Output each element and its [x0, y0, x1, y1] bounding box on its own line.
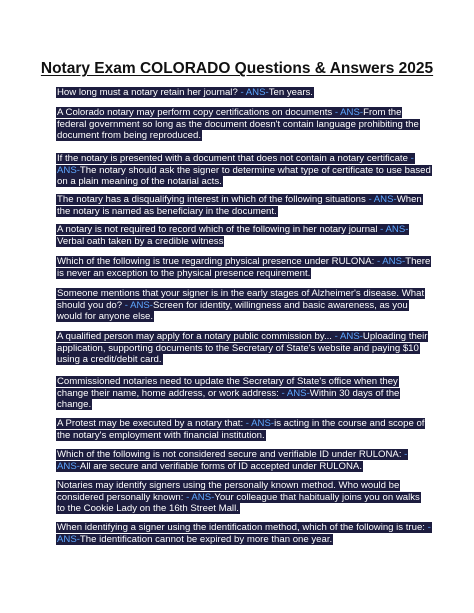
- qa-item: [56, 87, 418, 99]
- highlighted-text: [56, 256, 431, 267]
- ans-marker: - ANS-: [186, 491, 215, 503]
- answer-text: Within 30 days of the: [309, 387, 400, 399]
- qa-line: [56, 449, 418, 461]
- qa-item: [56, 480, 418, 515]
- question-text: Someone mentions that your signer is in the early stages of Alzheimer's disease. What: [57, 288, 425, 299]
- question-text: A qualified person may apply for a notary public commission by...: [57, 331, 335, 342]
- qa-line: [56, 288, 425, 300]
- question-text: the notary is named as beneficiary in the document.: [57, 205, 277, 217]
- question-text: is never an exception to the physical presence requirement.: [57, 267, 311, 279]
- question-text: the notary's employment with financial institution.: [57, 429, 265, 441]
- highlighted-text: [56, 480, 400, 491]
- question-text: federal government so long as the document doesn't contain language prohibiting the: [57, 118, 419, 130]
- ans-marker: ANS-: [57, 164, 80, 176]
- highlighted-text: [56, 311, 154, 322]
- qa-line: [56, 343, 418, 355]
- highlighted-text: [56, 430, 266, 441]
- question-text: document from being reproduced.: [57, 130, 201, 141]
- highlighted-text: [56, 331, 428, 342]
- highlighted-text: [56, 461, 363, 472]
- qa-item: [56, 522, 431, 545]
- question-text: should you do?: [57, 299, 125, 311]
- qa-item: [56, 331, 428, 366]
- highlighted-text: [56, 130, 202, 141]
- answer-text: is acting in the course and scope of: [274, 418, 425, 429]
- qa-line: [56, 376, 418, 388]
- qa-line: [56, 354, 418, 366]
- qa-item: [56, 153, 431, 188]
- question-text: considered personally known:: [57, 491, 187, 503]
- ans-marker: - ANS-: [124, 299, 154, 311]
- question-text: When identifying a signer using the identification method, which of the following is true:: [57, 522, 428, 533]
- highlighted-text: [56, 354, 163, 365]
- ans-marker: - ANS-: [368, 194, 397, 205]
- qa-line: [56, 388, 418, 400]
- qa-line: [56, 461, 418, 473]
- qa-line: [56, 164, 431, 177]
- answer-text: From the: [363, 107, 402, 118]
- qa-item: [56, 449, 418, 472]
- qa-line: [56, 153, 418, 165]
- question-text: on a plain meaning of the notarial acts.: [57, 176, 222, 187]
- question-text: A notary is not required to record which of the following in her notary journal: [57, 224, 381, 235]
- qa-line: [56, 331, 428, 343]
- highlighted-text: [56, 194, 423, 205]
- highlighted-text: [56, 376, 399, 387]
- ans-marker: -: [410, 153, 414, 164]
- qa-line: [56, 194, 422, 206]
- question-text: Commissioned notaries need to update the Secretary of State's office when they: [57, 376, 398, 387]
- question-text: application, supporting documents to the Secretary of State's website and paying $10: [57, 342, 419, 354]
- qa-item: [56, 288, 425, 323]
- qa-item: [56, 418, 425, 441]
- answer-text: Ten years.: [268, 87, 313, 98]
- highlighted-text: [56, 224, 409, 235]
- highlighted-text: [56, 87, 314, 98]
- highlighted-text: [56, 492, 421, 503]
- ans-marker: ANS-: [57, 460, 80, 472]
- question-text: A Colorado notary may perform copy certifications on documents: [57, 107, 335, 118]
- ans-marker: - ANS-: [380, 224, 409, 235]
- highlighted-text: [56, 107, 402, 118]
- qa-line: [56, 87, 418, 99]
- highlighted-text: [56, 449, 408, 460]
- page-title: Notary Exam COLORADO Questions & Answers 2025: [40, 60, 434, 77]
- answer-text: The identification cannot be expired by more than one year.: [79, 533, 333, 545]
- qa-line: [56, 256, 431, 268]
- question-text: If the notary is presented with a document that does not contain a notary certificate: [57, 153, 411, 164]
- qa-line: [56, 236, 418, 248]
- question-text: would for anyone else.: [57, 311, 153, 322]
- highlighted-text: [56, 343, 420, 354]
- answer-text: All are secure and verifiable forms of ID accepted under RULONA.: [79, 460, 363, 472]
- question-text: Which of the following is not considered secure and verifiable ID under RULONA:: [57, 449, 405, 460]
- answer-text: When: [396, 194, 422, 205]
- highlighted-text: [56, 268, 311, 279]
- question-text: The notary has a disqualifying interest in which of the following situations: [57, 194, 369, 205]
- ans-marker: -: [427, 522, 431, 533]
- highlighted-text: [56, 300, 409, 311]
- highlighted-text: [56, 288, 425, 299]
- question-text: to the Cookie Lady on the 16th Street Mall.: [57, 503, 239, 514]
- qa-line: [56, 176, 418, 188]
- qa-line: [56, 399, 418, 411]
- qa-line: [56, 300, 418, 312]
- qa-line: [56, 311, 418, 323]
- highlighted-text: [56, 534, 333, 545]
- answer-text: The notary should ask the signer to determine what type of certificate to use based: [79, 164, 431, 176]
- qa-item: [56, 194, 422, 217]
- qa-item: [56, 224, 418, 247]
- question-text: How long must a notary retain her journal?: [57, 87, 241, 98]
- qa-item: [56, 107, 418, 142]
- question-text: Which of the following is true regarding physical presence under RULONA:: [57, 256, 377, 267]
- qa-line: [56, 418, 425, 430]
- answer-text: There: [405, 256, 431, 267]
- ans-marker: - ANS-: [245, 418, 275, 429]
- highlighted-text: [56, 399, 92, 410]
- question-text: Verbal oath taken by a credible witness: [57, 235, 224, 247]
- question-text: A Protest may be executed by a notary that:: [57, 418, 246, 429]
- qa-line: [56, 522, 431, 534]
- highlighted-text: [56, 119, 420, 130]
- highlighted-text: [56, 236, 224, 247]
- question-text: change.: [57, 399, 92, 410]
- answer-text: Your colleague that habitually joins you on walks: [214, 491, 420, 503]
- answer-text: Uploading their: [362, 331, 428, 342]
- ans-marker: - ANS-: [334, 107, 364, 118]
- qa-line: [56, 268, 418, 280]
- ans-marker: - ANS-: [281, 387, 310, 399]
- qa-line: [56, 206, 418, 218]
- qa-line: [56, 224, 418, 236]
- qa-line: [56, 107, 418, 119]
- qa-line: [56, 503, 418, 515]
- highlighted-text: [56, 165, 432, 176]
- highlighted-text: [56, 503, 240, 514]
- ans-marker: - ANS-: [376, 256, 406, 267]
- answer-text: Screen for identity, willingness and basic awareness, as you: [153, 299, 408, 311]
- highlighted-text: [56, 522, 432, 533]
- highlighted-text: [56, 176, 223, 187]
- highlighted-text: [56, 418, 425, 429]
- qa-line: [56, 130, 418, 142]
- qa-line: [56, 534, 418, 546]
- highlighted-text: [56, 388, 400, 399]
- question-text: change their name, home address, or work address:: [57, 387, 282, 399]
- ans-marker: -: [404, 449, 408, 460]
- question-text: Notaries may identify signers using the personally known method. Who would be: [57, 480, 400, 491]
- ans-marker: - ANS-: [240, 87, 269, 98]
- qa-line: [56, 480, 418, 492]
- qa-item: [56, 256, 431, 279]
- ans-marker: ANS-: [57, 533, 80, 545]
- question-text: using a credit/debit card.: [57, 354, 162, 365]
- highlighted-text: [56, 206, 278, 217]
- ans-marker: - ANS-: [334, 331, 363, 342]
- qa-item: [56, 376, 418, 411]
- highlighted-text: [56, 153, 415, 164]
- qa-line: [56, 119, 418, 131]
- qa-line: [56, 430, 418, 442]
- qa-line: [56, 492, 418, 504]
